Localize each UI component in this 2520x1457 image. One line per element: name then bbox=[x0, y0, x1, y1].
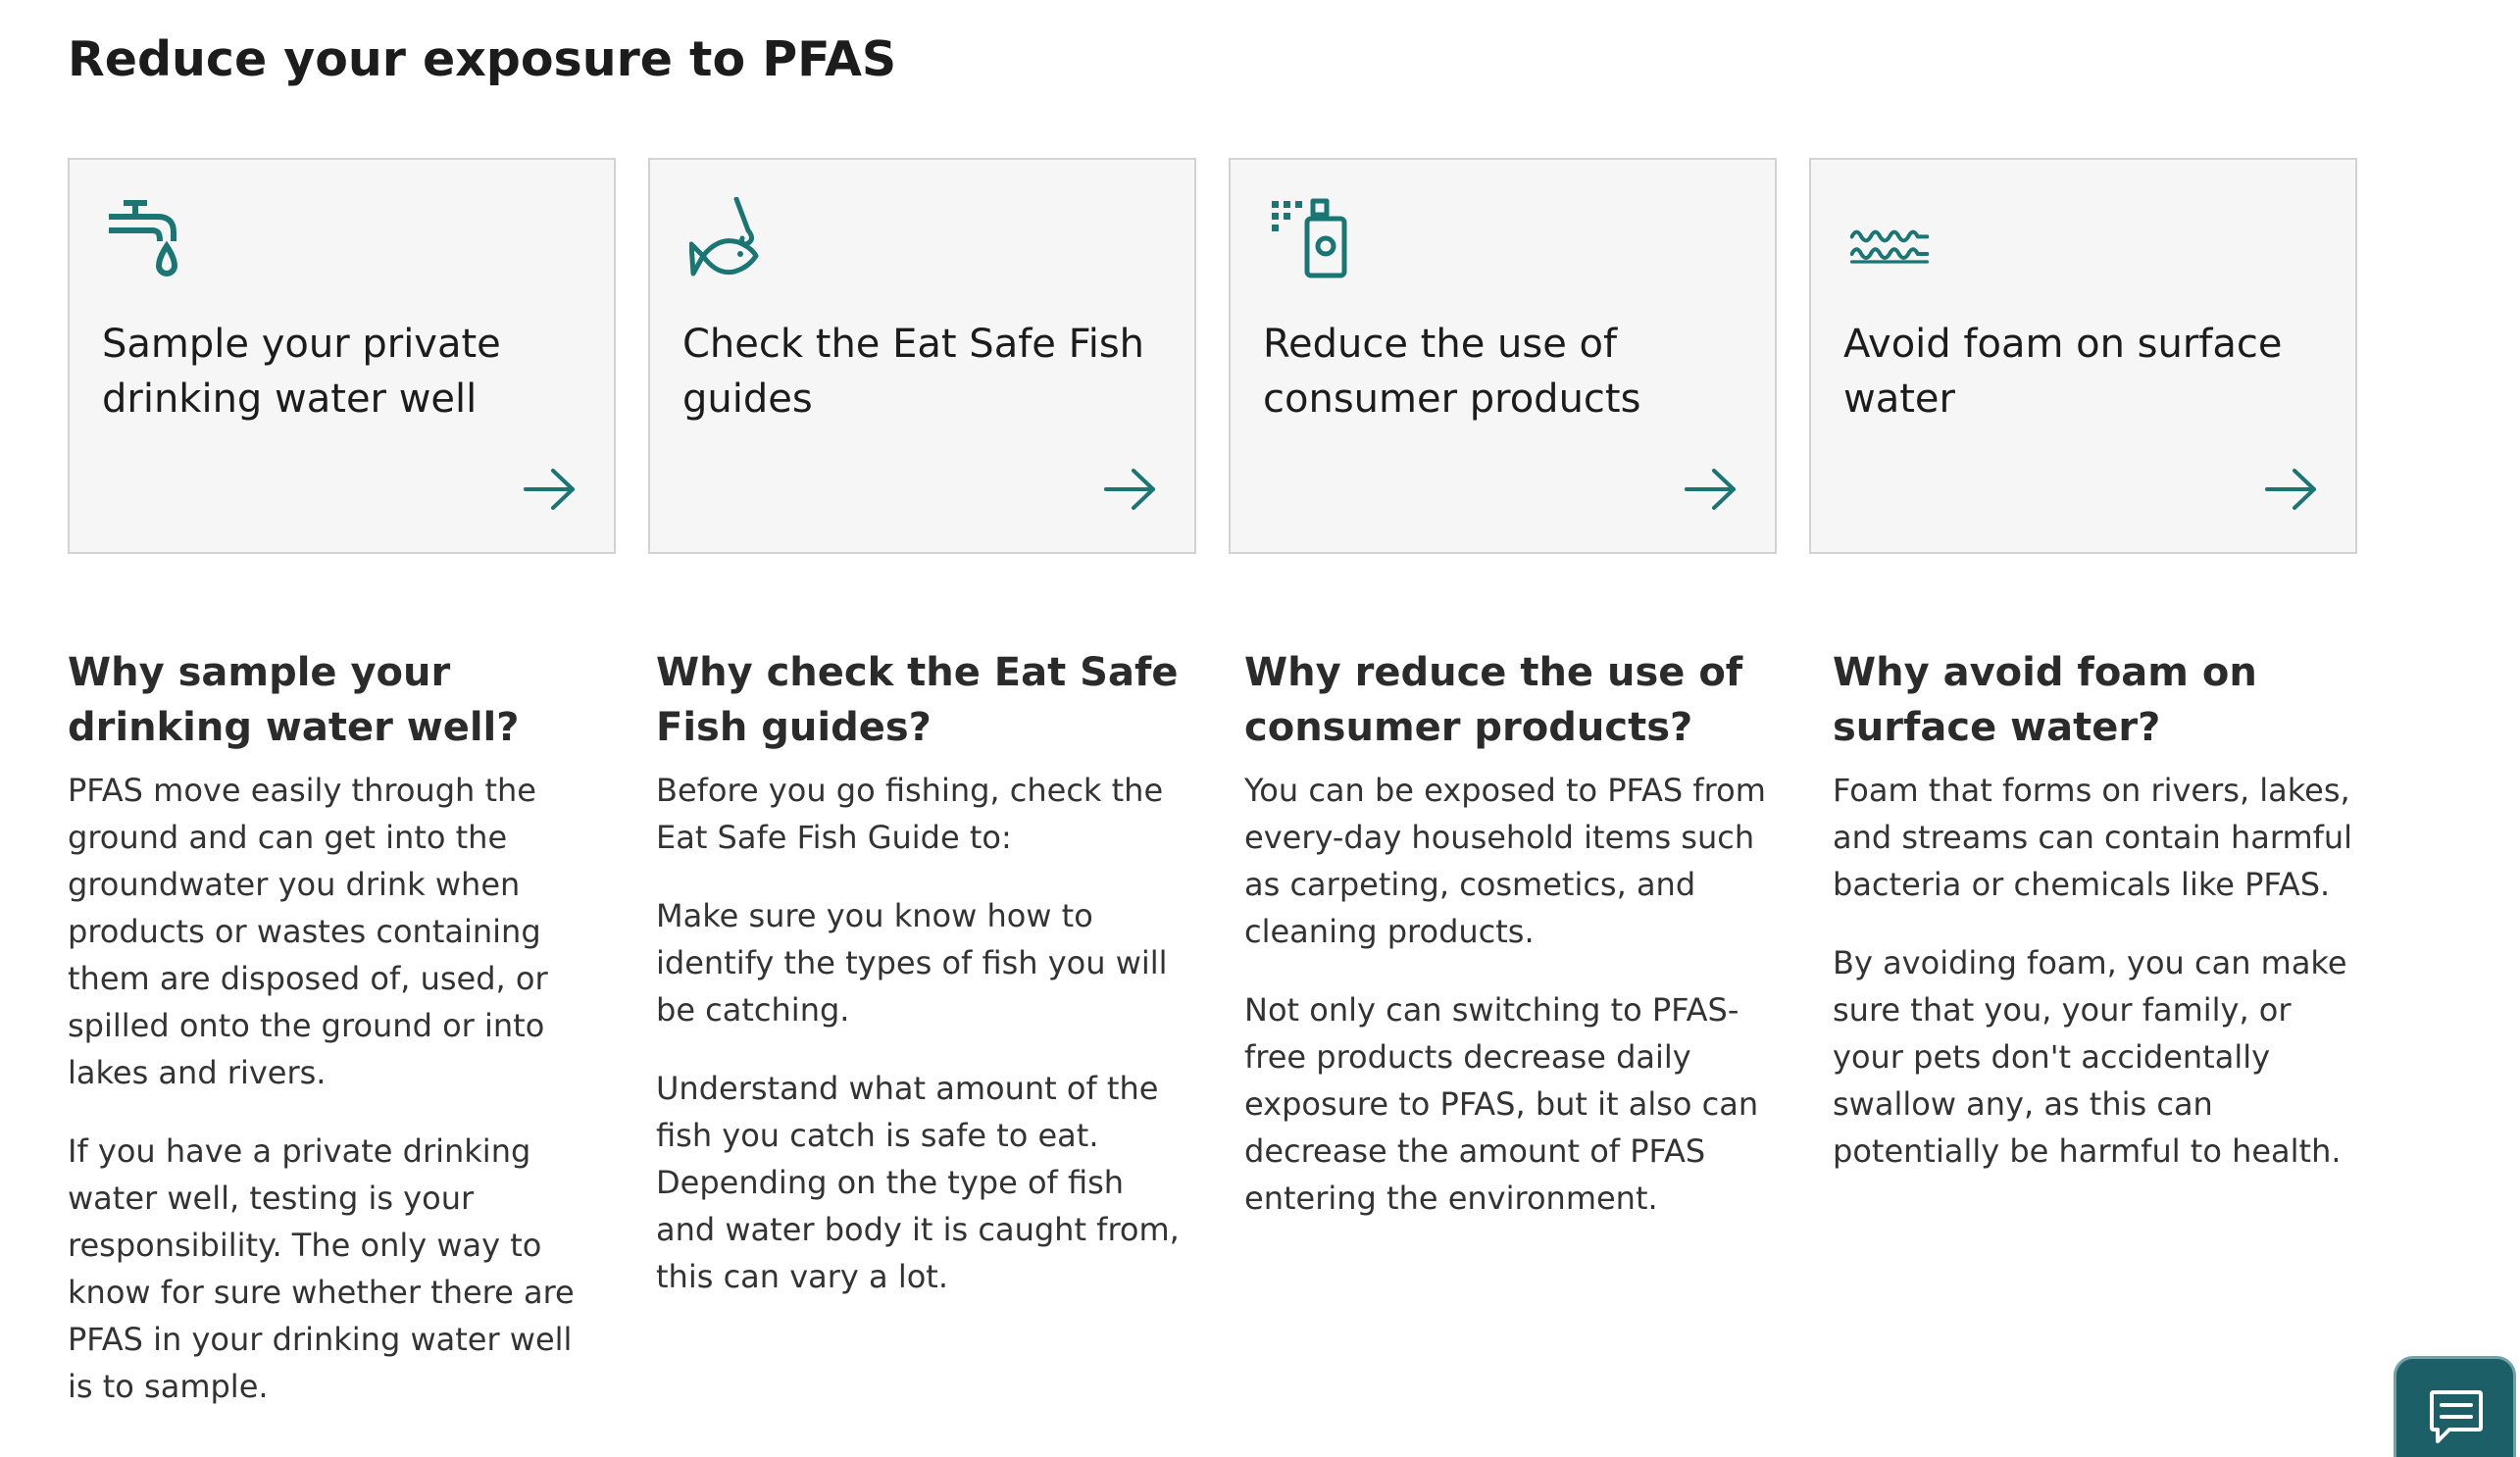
card-label: Reduce the use of consumer products bbox=[1263, 322, 1641, 422]
column-heading: Why sample your drinking water well? bbox=[68, 650, 520, 750]
info-column-consumer-products bbox=[1244, 645, 1774, 1441]
column-paragraph: Make sure you know how to identify the types of fish you will be catching. bbox=[656, 897, 1168, 1029]
column-paragraph: Not only can switching to PFAS-free products decrease daily exposure to PFAS, but it also can decrease the amount of PFAS entering the environment. bbox=[1244, 991, 1759, 1217]
card-row bbox=[68, 158, 2357, 554]
card-label: Sample your private drinking water well bbox=[102, 322, 501, 422]
card-sample-water-well[interactable] bbox=[68, 158, 616, 554]
chat-bubble-icon bbox=[2428, 1388, 2485, 1445]
chat-button[interactable] bbox=[2394, 1356, 2516, 1457]
arrow-right-icon bbox=[1685, 468, 1738, 511]
info-column-surface-foam bbox=[1833, 645, 2362, 1441]
column-paragraph: Before you go fishing, check the Eat Safe Fish Guide to: bbox=[656, 772, 1164, 856]
fish-hook-icon bbox=[689, 197, 768, 279]
info-column-fish-guides bbox=[656, 645, 1185, 1441]
info-column-water-well bbox=[68, 645, 597, 1441]
column-paragraph: If you have a private drinking water well, testing is your responsibility. The only way to know for sure whether there are PFAS in your drinking water well is to sample. bbox=[68, 1132, 575, 1405]
water-waves-icon bbox=[1850, 197, 1929, 279]
arrow-right-icon bbox=[1104, 468, 1157, 511]
column-paragraph: You can be exposed to PFAS from every-day household items such as carpeting, cosmetics, and cleaning products. bbox=[1244, 772, 1766, 950]
spray-bottle-icon bbox=[1270, 197, 1348, 279]
card-label: Avoid foam on surface water bbox=[1843, 322, 2283, 422]
column-heading: Why check the Eat Safe Fish guides? bbox=[656, 650, 1179, 750]
water-faucet-icon bbox=[109, 197, 187, 279]
arrow-right-icon bbox=[524, 468, 577, 511]
column-paragraph: Foam that forms on rivers, lakes, and streams can contain harmful bacteria or chemicals like PFAS. bbox=[1833, 772, 2353, 903]
card-label: Check the Eat Safe Fish guides bbox=[682, 322, 1145, 422]
column-paragraph: Understand what amount of the fish you catch is safe to eat. Depending on the type of fish and water body it is caught from, this can vary a lot. bbox=[656, 1070, 1180, 1295]
card-eat-safe-fish[interactable] bbox=[648, 158, 1196, 554]
column-paragraph: By avoiding foam, you can make sure that you, your family, or your pets don't accidentally swallow any, as this can potentially be harmful to health. bbox=[1833, 944, 2347, 1170]
info-columns bbox=[68, 645, 2362, 1441]
column-heading: Why reduce the use of consumer products? bbox=[1244, 650, 1743, 750]
card-avoid-foam[interactable] bbox=[1809, 158, 2357, 554]
column-heading: Why avoid foam on surface water? bbox=[1833, 650, 2257, 750]
page-title: Reduce your exposure to PFAS bbox=[68, 31, 897, 87]
arrow-right-icon bbox=[2265, 468, 2318, 511]
card-consumer-products[interactable] bbox=[1229, 158, 1777, 554]
column-paragraph: PFAS move easily through the ground and can get into the groundwater you drink when products or wastes containing them are disposed of, used, or spilled onto the ground or into lakes and rivers. bbox=[68, 772, 548, 1091]
